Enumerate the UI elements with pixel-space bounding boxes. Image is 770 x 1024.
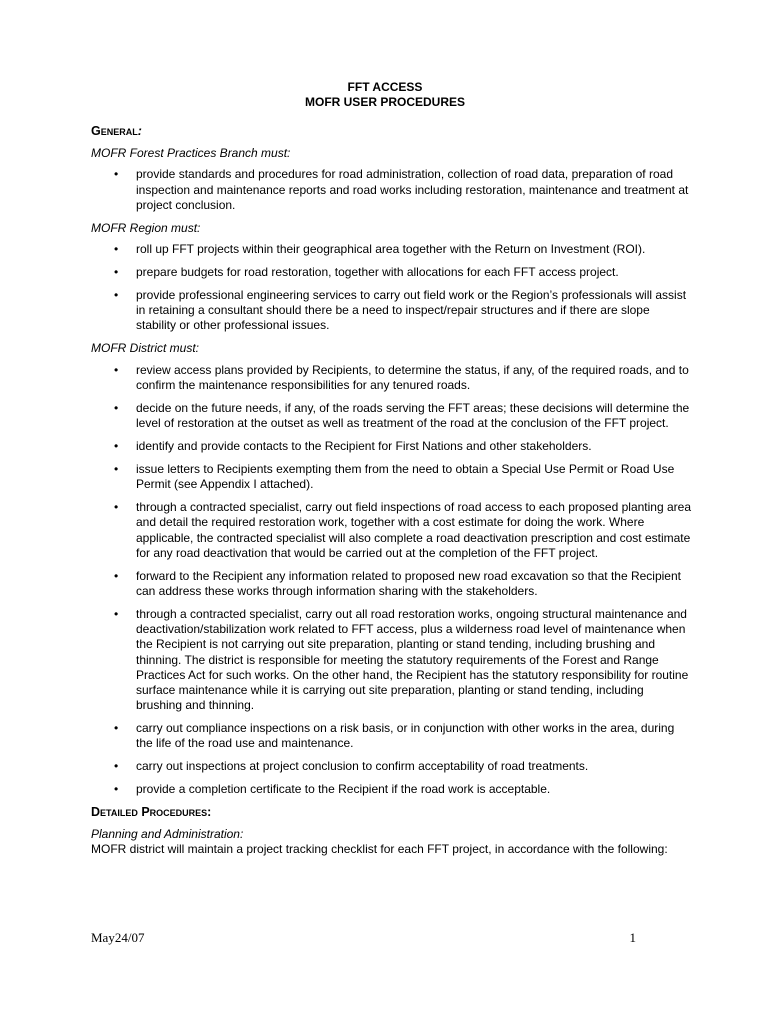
branch-list — [91, 167, 691, 213]
list-item: • through a contracted specialist, carry out all road restoration works, ongoing structural maintenance and deactivation/stabilization work related to FFT access, plus a wilderness road level of maintenance when the Recipient is not carrying out site preparation, planting or stand tending, including brushing and thinning. The district is responsible for meeting the statutory requirements of the Forest and Range Practices Act for such works. On the other hand, the Recipient has the statutory responsibility for routine surface maintenance while it is carrying out site preparation, planting or stand tending, including brushing and thinning. — [91, 607, 691, 713]
planning-body-text: MOFR district will maintain a project tracking checklist for each FFT project, in accordance with the following: — [91, 841, 668, 856]
list-item: • carry out inspections at project conclusion to confirm acceptability of road treatments. — [91, 759, 691, 774]
list-item: • review access plans provided by Recipients, to determine the status, if any, of the required roads, and to confirm the maintenance responsibilities for any tenured roads. — [91, 363, 691, 393]
list-item: • provide a completion certificate to the Recipient if the road work is acceptable. — [91, 782, 691, 797]
doc-title-line2: MOFR USER PROCEDURES — [304, 95, 465, 109]
section-heading-general: General: — [91, 124, 142, 138]
list-item: • carry out compliance inspections on a risk basis, or in conjunction with other works in the area, during the life of the road use and maintenance. — [91, 721, 691, 751]
list-item: • identify and provide contacts to the Recipient for First Nations and other stakeholders. — [91, 439, 691, 454]
footer-date: May24/07 — [91, 930, 145, 945]
region-list — [91, 242, 691, 334]
list-item: • prepare budgets for road restoration, together with allocations for each FFT access project. — [91, 265, 691, 280]
district-list — [91, 363, 691, 798]
subheading-district: MOFR District must: — [91, 341, 199, 356]
document-body — [91, 124, 691, 857]
subheading-planning: Planning and Administration: — [91, 826, 244, 841]
list-item: • through a contracted specialist, carry out field inspections of road access to each proposed planting area and detail the required restoration work, together with a cost estimate for doing the work. Where applicable, the contracted specialist will also complete a road deactivation prescription and cost estimate for any road deactivation that would be carried out at the completion of the FFT project. — [91, 500, 691, 561]
subheading-region: MOFR Region must: — [91, 220, 201, 235]
list-item: • forward to the Recipient any information related to proposed new road excavation so that the Recipient can address these works through information sharing with the stakeholders. — [91, 569, 691, 599]
list-item: • provide professional engineering services to carry out field work or the Region’s professionals will assist in retaining a consultant should there be a need to inspect/repair structures and if there are slope stability or other professional issues. — [91, 288, 691, 334]
list-item: • decide on the future needs, if any, of the roads serving the FFT areas; these decisions will determine the level of restoration at the outset as well as treatment of the road at the conclusion of the FFT project. — [91, 401, 691, 431]
section-heading-detailed: Detailed Procedures: — [91, 805, 212, 820]
list-item: • provide standards and procedures for road administration, collection of road data, preparation of road inspection and maintenance reports and road works including restoration, maintenance and treatment at project conclusion. — [91, 167, 691, 213]
subheading-branch: MOFR Forest Practices Branch must: — [91, 146, 291, 161]
list-item: • issue letters to Recipients exempting them from the need to obtain a Special Use Permit or Road Use Permit (see Appendix I attached). — [91, 462, 691, 492]
doc-title-line1: FFT ACCESS — [347, 80, 423, 94]
footer-page-number: 1 — [629, 930, 636, 945]
list-item: • roll up FFT projects within their geographical area together with the Return on Investment (ROI). — [91, 242, 691, 257]
